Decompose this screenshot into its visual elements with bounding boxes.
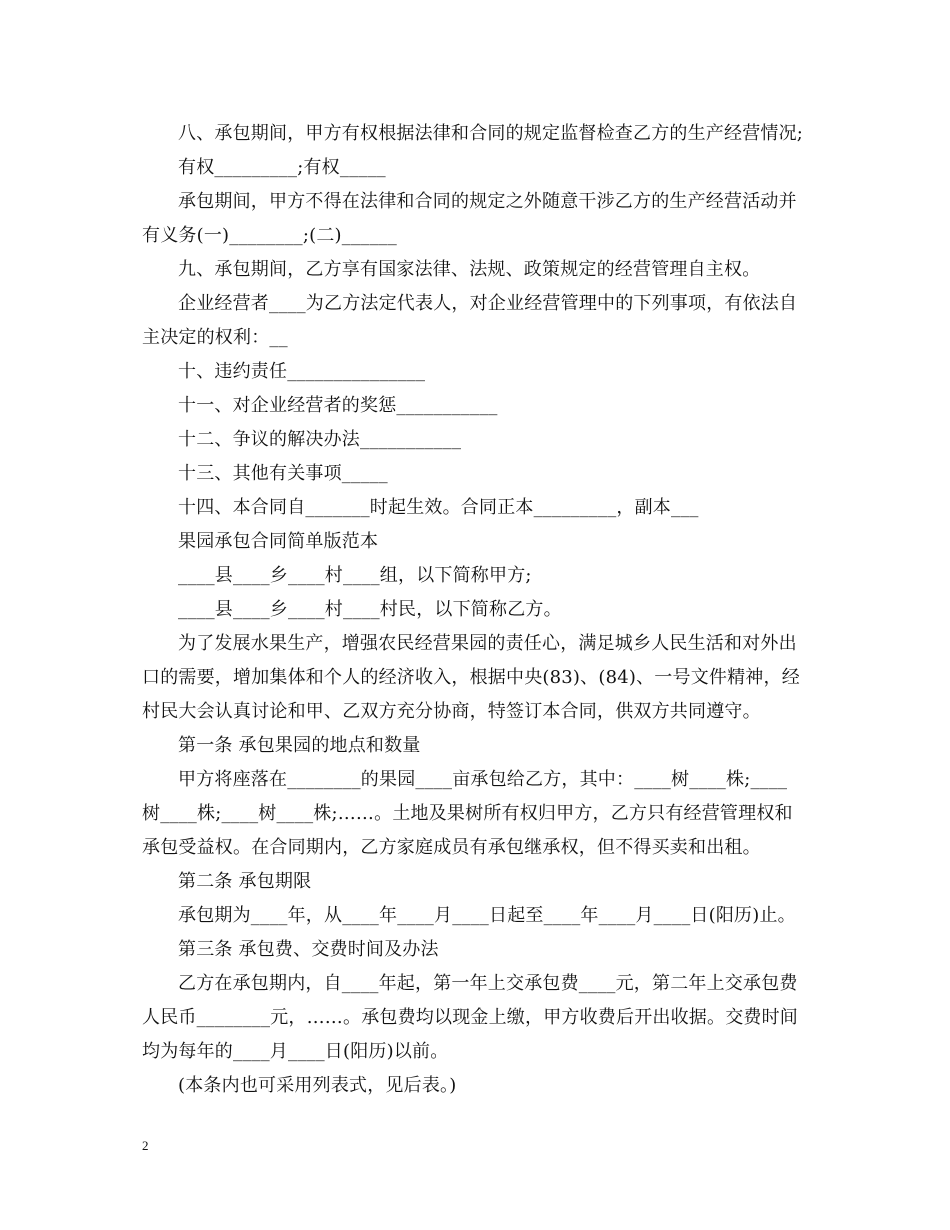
paragraph-line: 为了发展水果生产，增强农民经营果园的责任心，满足城乡人民生活和对外出 xyxy=(178,633,797,654)
paragraph-line: 主决定的权利：__ xyxy=(142,327,288,348)
note-line: (本条内也可采用列表式，见后表。) xyxy=(178,1075,457,1096)
paragraph-line: 均为每年的____月____日(阳历)以前。 xyxy=(142,1041,449,1062)
article-heading: 第三条 承包费、交费时间及办法 xyxy=(178,939,439,960)
section-heading: 十四、本合同自_______时起生效。合同正本_________，副本___ xyxy=(178,497,699,518)
paragraph-line: 村民大会认真讨论和甲、乙双方充分协商，特签订本合同，供双方共同遵守。 xyxy=(142,701,761,722)
paragraph-line: 乙方在承包期内，自____年起，第一年上交承包费____元，第二年上交承包费 xyxy=(178,973,798,994)
section-heading: 十三、其他有关事项_____ xyxy=(178,463,388,484)
paragraph-line: 企业经营者____为乙方法定代表人，对企业经营管理中的下列事项，有依法自 xyxy=(178,293,798,314)
section-heading: 十二、争议的解决办法___________ xyxy=(178,429,462,450)
paragraph-line: 有权_________;有权_____ xyxy=(178,157,386,178)
paragraph-line: 人民币________元，……。承包费均以现金上缴，甲方收费后开出收据。交费时间 xyxy=(142,1007,798,1028)
article-heading: 第二条 承包期限 xyxy=(178,871,312,892)
paragraph-line: 承包期为____年，从____年____月____日起至____年____月____日(阳历)止。 xyxy=(178,905,796,926)
paragraph-line: 八、承包期间，甲方有权根据法律和合同的规定监督检查乙方的生产经营情况; xyxy=(178,123,804,144)
article-heading: 第一条 承包果园的地点和数量 xyxy=(178,735,421,756)
paragraph-line: 有义务(一)________;(二)______ xyxy=(142,225,397,246)
paragraph-line: 树____株;____树____株;……。土地及果树所有权归甲方，乙方只有经营管理权和 xyxy=(142,803,793,824)
paragraph-line: 承包期间，甲方不得在法律和合同的规定之外随意干涉乙方的生产经营活动并 xyxy=(178,191,797,212)
party-a-line: ____县____乡____村____组，以下简称甲方; xyxy=(178,565,532,586)
paragraph-line: 口的需要，增加集体和个人的经济收入，根据中央(83)、(84)、一号文件精神，经 xyxy=(142,667,800,688)
document-title: 果园承包合同简单版范本 xyxy=(178,531,379,552)
paragraph-line: 承包受益权。在合同期内，乙方家庭成员有承包继承权，但不得买卖和出租。 xyxy=(142,837,761,858)
section-heading: 十一、对企业经营者的奖惩___________ xyxy=(178,395,498,416)
paragraph-line: 甲方将座落在________的果园____亩承包给乙方，其中：____树____株;____ xyxy=(178,769,788,790)
page-number: 2 xyxy=(142,1138,149,1153)
paragraph-line: 九、承包期间，乙方享有国家法律、法规、政策规定的经营管理自主权。 xyxy=(178,259,761,280)
section-heading: 十、违约责任_______________ xyxy=(178,361,426,382)
party-b-line: ____县____乡____村____村民，以下简称乙方。 xyxy=(178,599,562,620)
